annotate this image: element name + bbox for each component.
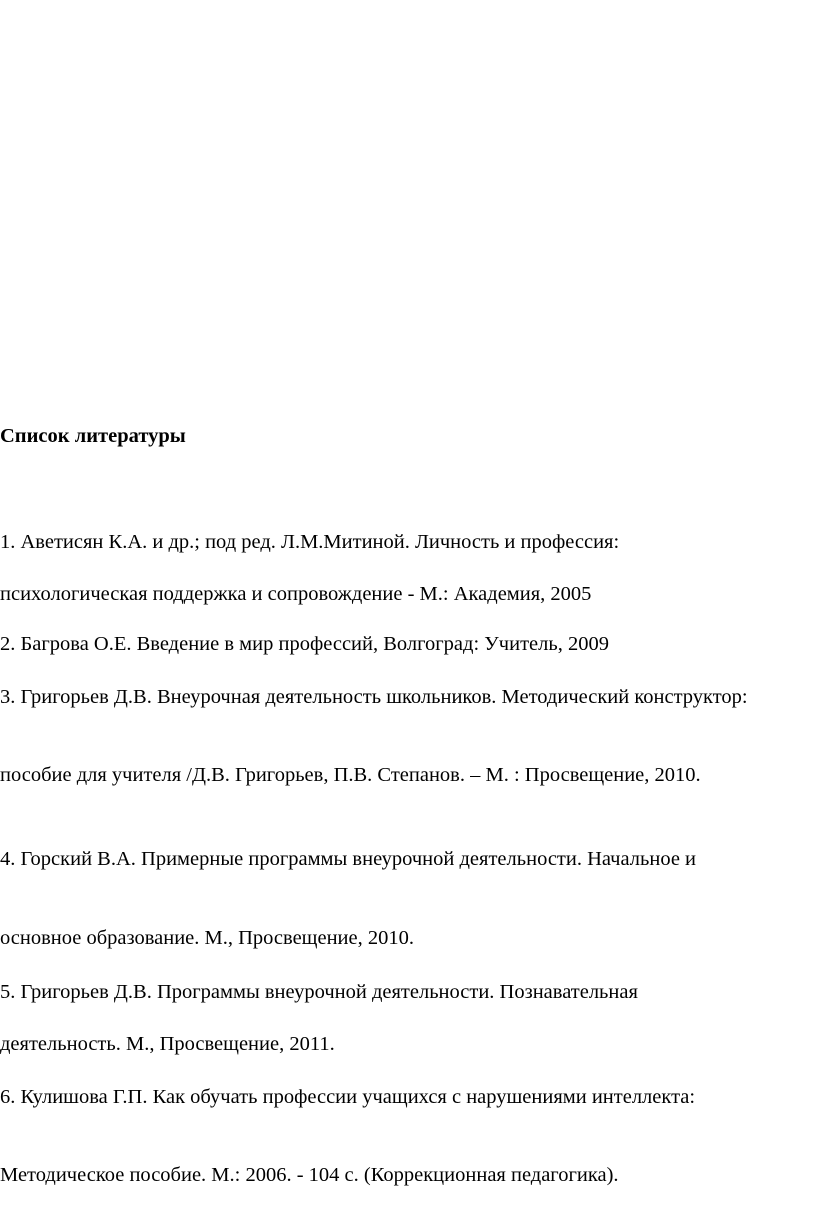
reference-line: основное образование. М., Просвещение, 2010. [0,927,414,949]
page-title: Список литературы [0,425,186,447]
reference-line: 2. Багрова О.Е. Введение в мир профессий, Волгоград: Учитель, 2009 [0,633,609,655]
reference-line: 3. Григорьев Д.В. Внеурочная деятельность школьников. Методический конструктор: [0,686,748,708]
reference-line: пособие для учителя /Д.В. Григорьев, П.В. Степанов. – М. : Просвещение, 2010. [0,764,701,786]
reference-line: деятельность. М., Просвещение, 2011. [0,1033,335,1055]
reference-line: 6. Кулишова Г.П. Как обучать профессии учащихся с нарушениями интеллекта: [0,1086,696,1108]
reference-line: психологическая поддержка и сопровождение - М.: Академия, 2005 [0,583,592,605]
reference-line: 5. Григорьев Д.В. Программы внеурочной деятельности. Познавательная [0,981,638,1003]
reference-line: 1. Аветисян К.А. и др.; под ред. Л.М.Митиной. Личность и профессия: [0,531,620,553]
reference-line: Методическое пособие. М.: 2006. - 104 с. (Коррекционная педагогика). [0,1164,619,1186]
reference-line: 4. Горский В.А. Примерные программы внеурочной деятельности. Начальное и [0,848,697,870]
